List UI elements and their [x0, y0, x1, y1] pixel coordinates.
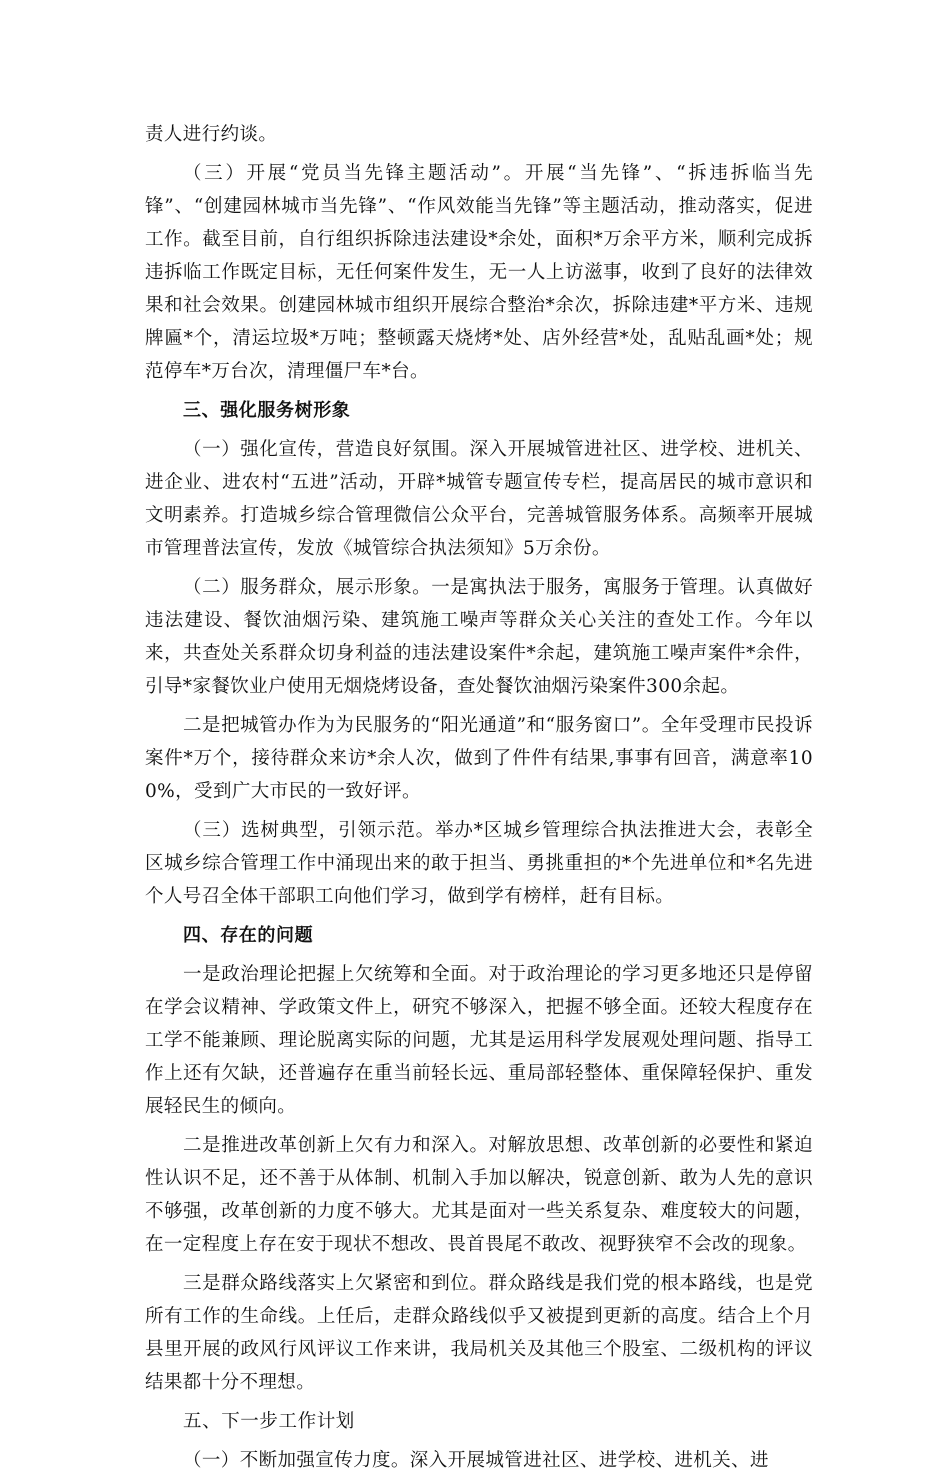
paragraph-problem-political-theory: 一是政治理论把握上欠统筹和全面。对于政治理论的学习更多地还只是停留在学会议精神、学政策文件上，研究不够深入，把握不够全面。还较大程度存在工学不能兼顾、理论脱离实际的问题，尤其是运用科学发展观处理问题、指导工作上还有欠缺，还普遍存在重当前轻长远、重局部轻整体、重保障轻保护、重发展轻民生的倾向。 — [145, 964, 813, 1117]
paragraph-continuation: 责人进行约谈。 — [145, 124, 278, 145]
paragraph-strengthen-publicity: （一）强化宣传，营造良好氛围。深入开展城管进社区、进学校、进机关、进企业、进农村“五进”活动，开辟*城管专题宣传专栏，提高居民的城市意识和文明素养。打造城乡综合管理微信公众平台，完善城管服务体系。高频率开展城市管理普法宣传，发放《城管综合执法须知》5万余份。 — [145, 439, 813, 559]
paragraph-sunshine-channel: 二是把城管办作为为民服务的“阳光通道”和“服务窗口”。全年受理市民投诉案件*万个，接待群众来访*余人次，做到了件件有结果,事事有回音，满意率100%，受到广大市民的一致好评。 — [145, 715, 813, 802]
section-heading-service-image: 三、强化服务树形象 — [183, 400, 351, 421]
paragraph-problem-mass-line: 三是群众路线落实上欠紧密和到位。群众路线是我们党的根本路线，也是党所有工作的生命线。上任后，走群众路线似乎又被提到更新的高度。结合上个月县里开展的政风行风评议工作来讲，我局机关及其他三个股室、二级机构的评议结果都十分不理想。 — [145, 1273, 813, 1393]
section-heading-existing-problems: 四、存在的问题 — [183, 925, 314, 946]
paragraph-problem-reform-innovation: 二是推进改革创新上欠有力和深入。对解放思想、改革创新的必要性和紧迫性认识不足，还不善于从体制、机制入手加以解决，锐意创新、敢为人先的意识不够强，改革创新的力度不够大。尤其是面对一些关系复杂、难度较大的问题，在一定程度上存在安于现状不想改、畏首畏尾不敢改、视野狭窄不会改的现象。 — [145, 1135, 813, 1255]
section-heading-next-plan: 五、下一步工作计划 — [183, 1411, 355, 1432]
paragraph-strengthen-propaganda: （一）不断加强宣传力度。深入开展城管进社区、进学校、进机关、进 — [183, 1450, 769, 1471]
paragraph-party-vanguard-activity: （三）开展“党员当先锋主题活动”。开展“当先锋”、“拆违拆临当先锋”、“创建园林城市当先锋”、“作风效能当先锋”等主题活动，推动落实，促进工作。截至目前，自行组织拆除违法建设*余处，面积*万余平方米，顺利完成拆违拆临工作既定目标，无任何案件发生，无一人上访滋事，收到了良好的法律效果和社会效果。创建园林城市组织开展综合整治*余次，拆除违建*平方米、违规牌匾*个，清运垃圾*万吨；整顿露天烧烤*处、店外经营*处，乱贴乱画*处；规范停车*万台次，清理僵尸车*台。 — [145, 163, 813, 382]
paragraph-serve-masses: （二）服务群众，展示形象。一是寓执法于服务，寓服务于管理。认真做好违法建设、餐饮油烟污染、建筑施工噪声等群众关心关注的查处工作。今年以来，共查处关系群众切身利益的违法建设案件*余起，建筑施工噪声案件*余件，引导*家餐饮业户使用无烟烧烤设备，查处餐饮油烟污染案件300余起。 — [145, 577, 813, 697]
paragraph-select-models: （三）选树典型，引领示范。举办*区城乡管理综合执法推进大会，表彰全区城乡综合管理工作中涌现出来的敢于担当、勇挑重担的*个先进单位和*名先进个人号召全体干部职工向他们学习，做到学有榜样，赶有目标。 — [145, 820, 813, 907]
document-body — [145, 118, 813, 1483]
